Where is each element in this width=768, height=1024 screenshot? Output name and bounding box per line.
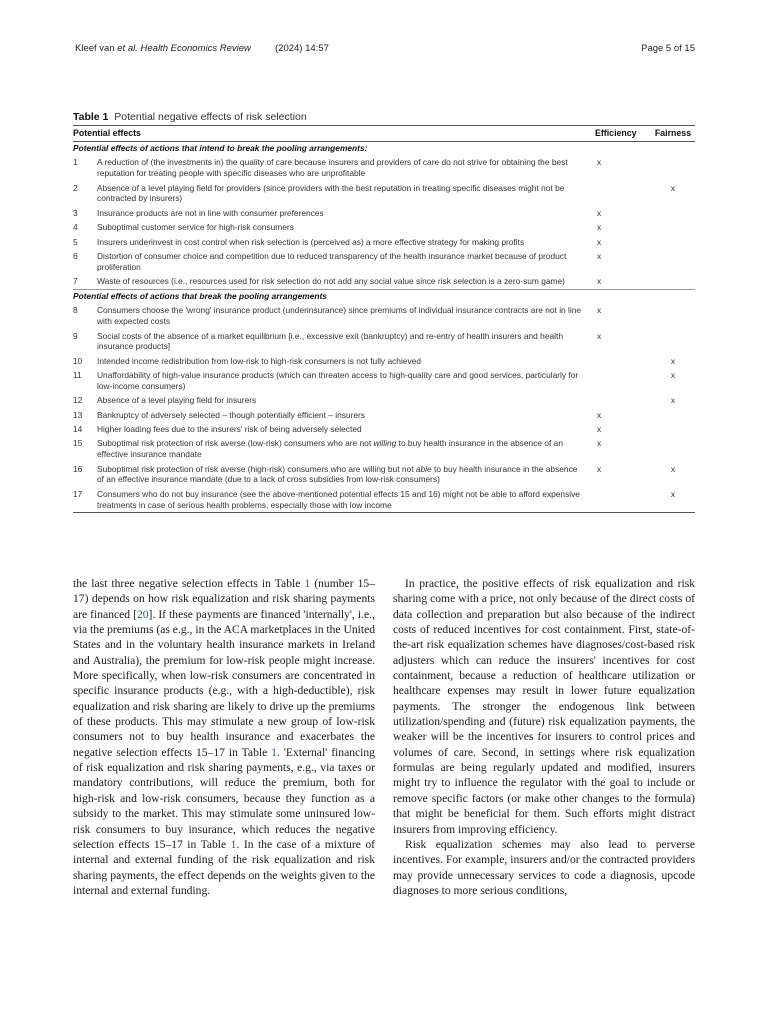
table-ref-link[interactable]: 1: [230, 837, 237, 851]
table-row: 4 Suboptimal customer service for high-risk consumers x: [73, 222, 602, 233]
table-row: 13 Bankruptcy of adversely selected – though potentially efficient – insurers x: [73, 409, 602, 420]
table-row: 9 Social costs of the absence of a market equilibrium [i.e., excessive exit (bankruptcy) and re-entry of health insurers and health insurance products] x: [73, 330, 602, 352]
table-row: 16 Suboptimal risk protection of risk averse (high-risk) consumers who are willing but not able to buy health insurance in the absence of an effective insurance mandate (due to a lack of cross subsidies from low-risk consumers) x x: [73, 463, 676, 485]
body-text: [73, 576, 695, 898]
header-fairness: Fairness: [651, 126, 695, 142]
paragraph: Risk equalization schemes may also lead to perverse incentives. For example, insurers and/or the contracted providers may provide unnecessary services to code a diagnosis, upcode diagnoses to more serious conditions,: [393, 837, 695, 897]
table-row: 15 Suboptimal risk protection of risk averse (low-risk) consumers who are not willing to buy health insurance in the absence of an effective insurance mandate x: [73, 438, 602, 460]
table-row: 11 Unaffordability of high-value insurance products (which can threaten access to high-quality care and good services, particularly for low-income consumers) x: [73, 370, 676, 391]
header-efficiency: Efficiency: [595, 126, 651, 142]
page-number: Page 5 of 15: [641, 43, 695, 54]
table-row: 7 Waste of resources (i.e., resources used for risk selection do not add any social value since risk selection is a zero-sum game) x: [73, 276, 602, 287]
table-row: 2 Absence of a level playing field for providers (since providers with the best reputation in treating specific diseases might not be contracted by insurers) x: [73, 182, 676, 204]
table-row: 14 Higher loading fees due to the insurers' risk of being adversely selected x: [73, 424, 602, 435]
effects-table: [73, 125, 695, 513]
section-heading-break: Potential effects of actions that break the pooling arrangements: [73, 289, 695, 303]
table-row: 5 Insurers underinvest in cost control when risk selection is (perceived as) a more effective strategy for making profits x: [73, 236, 602, 247]
table-ref-link[interactable]: 1: [304, 577, 311, 590]
running-head-authors-journal: Kleef van et al. Health Economics Review: [75, 43, 251, 54]
year-issue: (2024) 14:57: [275, 43, 329, 54]
table-row: 1 A reduction of (the investments in) the quality of care because insurers and providers of care do not strive for obtaining the best reputation for treating people with specific diseases who are unprofitable x: [73, 157, 602, 179]
left-column: [73, 576, 375, 898]
section-heading-intend: Potential effects of actions that intend to break the pooling arrangements:: [73, 141, 695, 155]
running-header: [75, 43, 695, 57]
table-caption: Table 1 Potential negative effects of risk selection: [73, 111, 307, 123]
table-ref-link[interactable]: 1: [271, 745, 277, 759]
table-row: 10 Intended income redistribution from low-risk to high-risk consumers is not fully achieved x: [73, 355, 676, 366]
paragraph: In practice, the positive effects of risk equalization and risk sharing come with a price, not only because of the direct costs of data collection and preparation but also because of the indirect costs of reduced incentives for cost containment. First, state-of-the-art risk equalization schemes have diagnoses/cost-based risk adjusters which can reduce the insurers' incentives for cost containment, because a reduction of healthcare utilization or healthcare expenses may result in lower future equalization payments. The stronger the endogenous link between utilization/spending and (future) risk equalization payments, the weaker will be the incentives for insurers to control prices and volumes of care. Second, in settings where risk equalization formulas are being regularly updated and modified, insurers might try to influence the regulator with the goal to include or remove specific factors (or make other changes to the formula) that might be beneficial for them. Such efforts might distract insurers from improving efficiency.: [393, 577, 695, 836]
right-column: [393, 576, 695, 898]
paragraph: the last three negative selection effects in Table 1 (number 15–17) depends on how risk equalization and risk sharing payments are financed [20]. If these payments are financed 'internally', i.e., via the premiums (as e.g., in the ACA marketplaces in the United States and in the voluntary health insurance markets in Ireland and Australia), the premium for low-risk people might increase. More specifically, when low-risk consumers are concentrated in specific insurance products (e.g., with a high-deductible), risk equalization and risk sharing are likely to drive up the premiums of these products. This may stimulate a new group of low-risk consumers not to buy health insurance and exacerbates the negative selection effects 15–17 in Table 1. 'External' financing of risk equalization and risk sharing payments, e.g., via taxes or mandatory contributions, will reduce the premium, both for high-risk and low-risk consumers, because they function as a subsidy to the market. This may stimulate some uninsured low-risk consumers to buy insurance, which reduces the negative selection effects 15–17 in Table 1. In the case of a mixture of internal and external funding of the risk equalization and risk sharing payments, the effect depends on the weights given to the internal and external funding.: [73, 577, 376, 897]
citation-link[interactable]: 20: [136, 607, 149, 621]
table-row: 12 Absence of a level playing field for insurers x: [73, 395, 676, 406]
table-row: 8 Consumers choose the 'wrong' insurance product (underinsurance) since premiums of individual insurance contracts are not in line with expected costs x: [73, 305, 602, 327]
table-row: 6 Distortion of consumer choice and competition due to reduced transparency of the health insurance market because of product proliferation x: [73, 250, 602, 272]
header-potential-effects: Potential effects: [73, 126, 595, 142]
table-row: 3 Insurance products are not in line with consumer preferences x: [73, 207, 602, 218]
table-1: [73, 111, 695, 513]
table-row: 17 Consumers who do not buy insurance (see the above-mentioned potential effects 15 and 16) might not be able to afford expensive treatments in case of serious health problems, especially those with low income x: [73, 487, 695, 513]
